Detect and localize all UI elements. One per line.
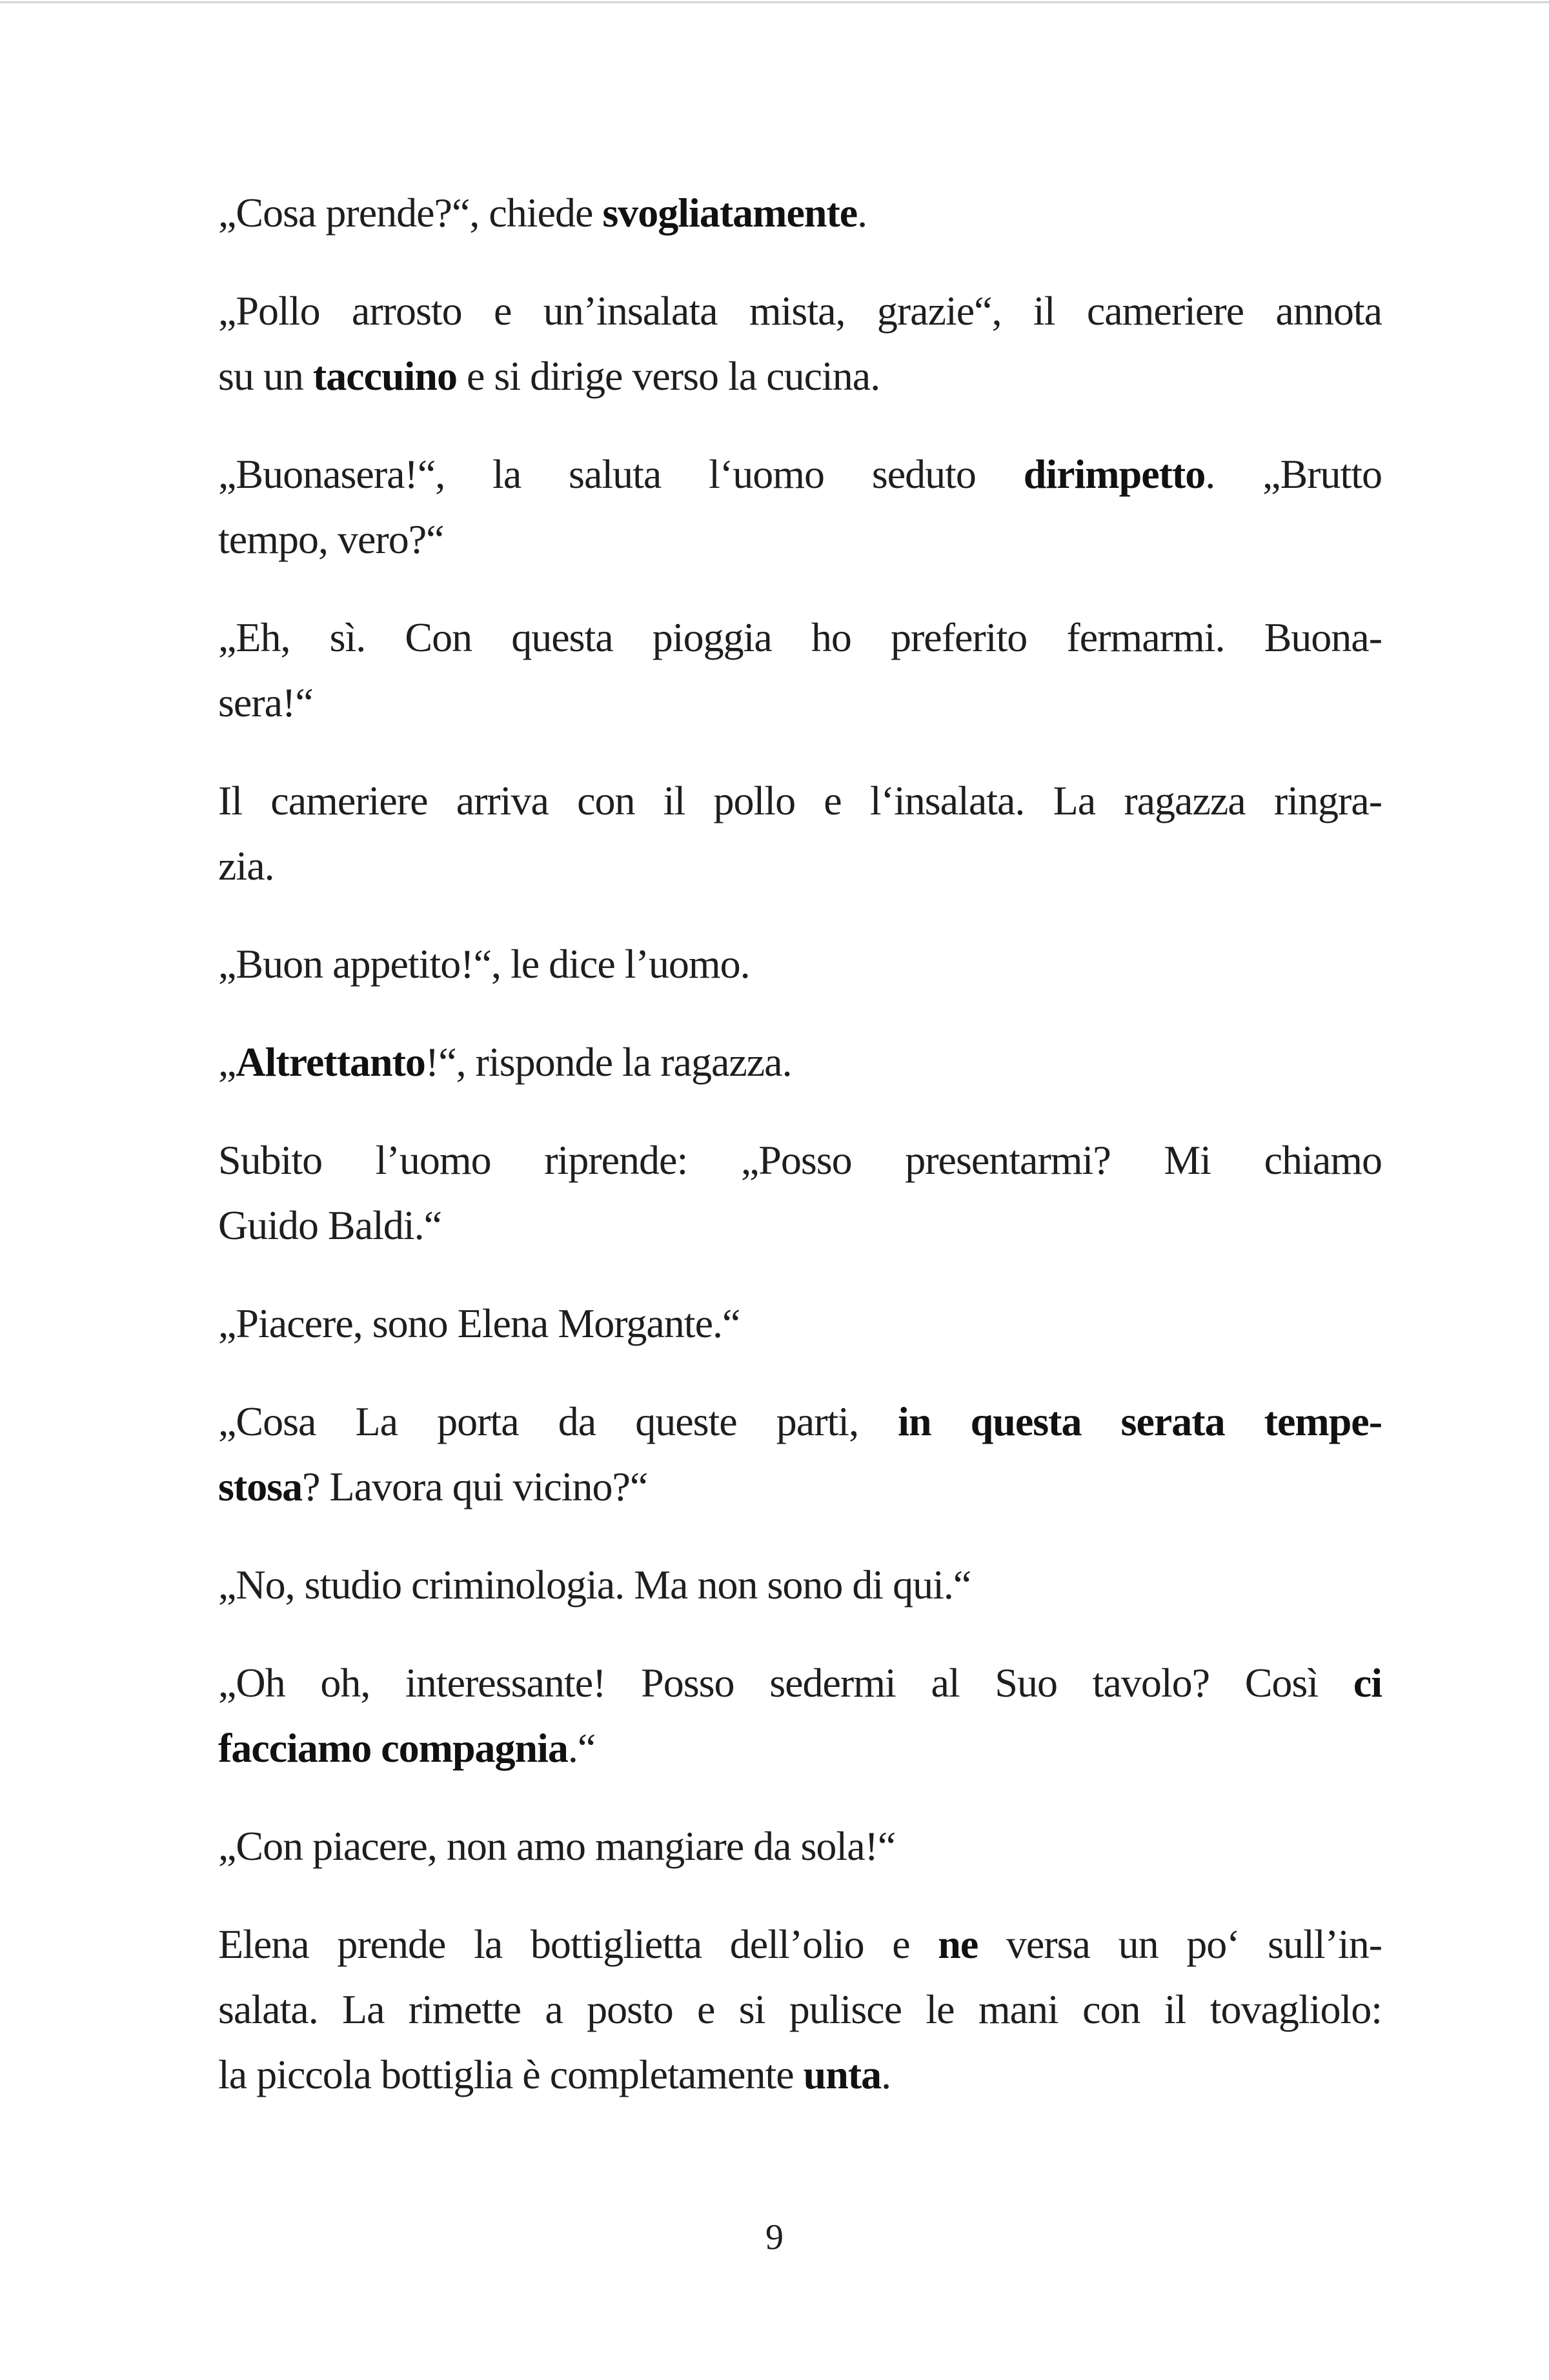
text-line <box>218 833 1382 898</box>
text-segment: Guido Baldi.“ <box>218 1202 442 1248</box>
text-line <box>218 1029 1382 1094</box>
bold-vocabulary-term: facciamo compagnia <box>218 1725 568 1771</box>
paragraph <box>218 441 1382 572</box>
bold-vocabulary-term: svogliatamente <box>602 190 858 236</box>
paragraph <box>218 1029 1382 1094</box>
text-segment: „Cosa prende?“, chiede <box>218 190 603 236</box>
text-line <box>218 343 1382 408</box>
text-segment: „Buon appetito!“, le dice l’uomo. <box>218 941 750 987</box>
bold-vocabulary-term: stosa <box>218 1464 303 1509</box>
text-segment: „Con piacere, non amo mangiare da sola!“ <box>218 1823 896 1869</box>
bold-vocabulary-term: ci <box>1353 1660 1382 1706</box>
text-line <box>218 1650 1382 1715</box>
page-number: 9 <box>765 2217 784 2257</box>
text-line <box>218 180 1382 245</box>
paragraph <box>218 1552 1382 1617</box>
bold-vocabulary-term: dirimpetto <box>1023 451 1206 497</box>
paragraph <box>218 605 1382 735</box>
paragraph <box>218 1291 1382 1356</box>
text-line <box>218 507 1382 572</box>
text-segment: su un <box>218 353 313 399</box>
text-segment: „ <box>218 1039 236 1085</box>
bold-vocabulary-term: in questa serata tempe- <box>898 1398 1382 1444</box>
text-segment: „Buonasera!“, la saluta l‘uomo seduto <box>218 451 1024 497</box>
paragraph <box>218 278 1382 408</box>
paragraph <box>218 768 1382 898</box>
text-segment: . <box>881 2052 891 2097</box>
text-segment: Elena prende la bottiglietta dell’olio e <box>218 1921 938 1967</box>
text-segment: Il cameriere arriva con il pollo e l‘insalata. La ragazza ringra- <box>218 778 1382 823</box>
text-segment: zia. <box>218 843 274 889</box>
text-segment: „Cosa La porta da queste parti, <box>218 1398 898 1444</box>
text-segment: . <box>857 190 867 236</box>
text-line <box>218 605 1382 670</box>
text-line <box>218 1291 1382 1356</box>
text-segment: „Piacere, sono Elena Morgante.“ <box>218 1300 740 1346</box>
bold-vocabulary-term: unta <box>803 2052 882 2097</box>
paragraph <box>218 1650 1382 1780</box>
top-border-line <box>0 1 1549 3</box>
text-segment: la piccola bottiglia è completamente <box>218 2052 804 2097</box>
text-line <box>218 1454 1382 1519</box>
text-line <box>218 670 1382 735</box>
text-segment: e si dirige verso la cucina. <box>457 353 880 399</box>
paragraph <box>218 180 1382 245</box>
text-line <box>218 931 1382 996</box>
paragraph <box>218 1911 1382 2107</box>
text-segment: ? Lavora qui vicino?“ <box>302 1464 648 1509</box>
text-segment: Subito l’uomo riprende: „Posso presentarmi? Mi chiamo <box>218 1137 1382 1183</box>
text-line <box>218 1715 1382 1780</box>
text-line <box>218 441 1382 507</box>
text-line <box>218 768 1382 833</box>
text-line <box>218 1977 1382 2042</box>
text-segment: „Oh oh, interessante! Posso sedermi al Suo tavolo? Così <box>218 1660 1353 1706</box>
text-line <box>218 1389 1382 1454</box>
text-segment: sera!“ <box>218 680 313 725</box>
text-line <box>218 2042 1382 2107</box>
bold-vocabulary-term: taccuino <box>312 353 457 399</box>
text-segment: „Eh, sì. Con questa pioggia ho preferito fermarmi. Buona- <box>218 614 1382 660</box>
text-segment: salata. La rimette a posto e si pulisce le mani con il tovagliolo: <box>218 1986 1382 2032</box>
paragraph <box>218 1127 1382 1258</box>
text-segment: tempo, vero?“ <box>218 516 444 562</box>
bold-vocabulary-term: ne <box>938 1921 978 1967</box>
text-line <box>218 1552 1382 1617</box>
bold-vocabulary-term: Altrettanto <box>236 1039 425 1085</box>
text-line <box>218 1813 1382 1879</box>
page-body-text <box>218 180 1382 2140</box>
paragraph <box>218 931 1382 996</box>
text-segment: !“, risponde la ragazza. <box>425 1039 792 1085</box>
text-segment: „Pollo arrosto e un’insalata mista, grazie“, il cameriere annota <box>218 288 1382 334</box>
text-line <box>218 278 1382 343</box>
text-line <box>218 1193 1382 1258</box>
text-segment: versa un po‘ sull’in- <box>978 1921 1382 1967</box>
paragraph <box>218 1813 1382 1879</box>
text-segment: . „Brutto <box>1205 451 1382 497</box>
paragraph <box>218 1389 1382 1519</box>
text-segment: „No, studio criminologia. Ma non sono di qui.“ <box>218 1562 971 1608</box>
text-line <box>218 1127 1382 1193</box>
text-segment: .“ <box>567 1725 596 1771</box>
text-line <box>218 1911 1382 1977</box>
